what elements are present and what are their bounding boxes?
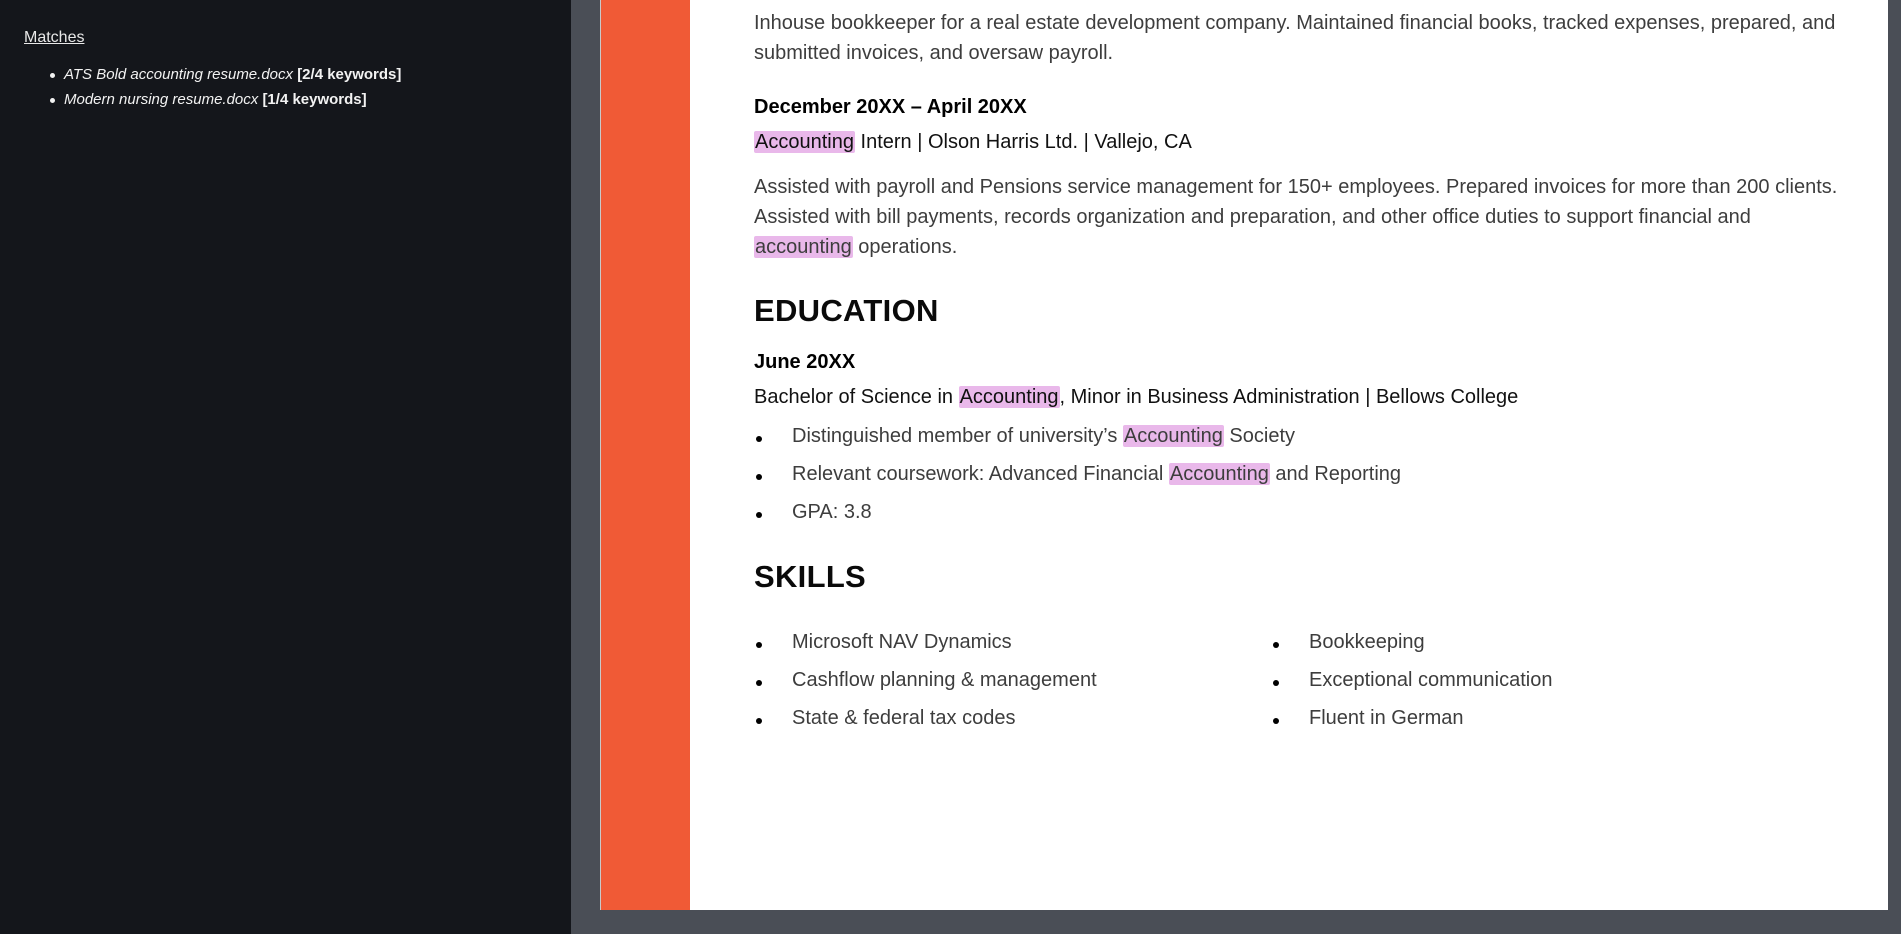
document-page	[600, 0, 1888, 910]
skills-heading: SKILLS	[754, 559, 867, 594]
skill-item: Fluent in German	[1271, 707, 1464, 730]
matches-sidebar	[0, 0, 571, 934]
job-description	[754, 172, 1844, 262]
match-list	[48, 62, 401, 112]
education-bullet	[754, 425, 1295, 448]
job-title-rest: Intern | Olson Harris Ltd. | Vallejo, CA	[854, 131, 1192, 153]
keyword-highlight: Accounting	[1123, 425, 1223, 447]
matches-title[interactable]: Matches	[24, 29, 85, 46]
education-degree	[754, 386, 1518, 409]
degree-text: , Minor in Business Administration | Bellows College	[1059, 386, 1519, 408]
accent-stripe	[601, 0, 690, 910]
skill-item: State & federal tax codes	[754, 707, 1015, 730]
education-bullet	[754, 501, 872, 524]
match-file-name[interactable]: Modern nursing resume.docx	[64, 91, 259, 108]
document-viewer[interactable]	[571, 0, 1901, 934]
education-bullet	[754, 463, 1401, 486]
bullet-text: GPA: 3.8	[792, 501, 872, 523]
bullet-text: Society	[1223, 425, 1296, 447]
job-title	[754, 131, 1192, 154]
bullet-text: Relevant coursework: Advanced Financial	[792, 463, 1169, 485]
keyword-highlight: Accounting	[959, 386, 1059, 408]
match-item[interactable]	[48, 62, 401, 87]
job-dates: December 20XX – April 20XX	[754, 96, 1027, 118]
job-desc-text: operations.	[852, 236, 958, 258]
match-item[interactable]	[48, 87, 401, 112]
match-keyword-count: [1/4 keywords]	[262, 91, 367, 108]
bullet-text: and Reporting	[1269, 463, 1402, 485]
skill-item: Microsoft NAV Dynamics	[754, 631, 1012, 654]
job-description: Inhouse bookkeeper for a real estate development company. Maintained financial books, tracked expenses, prepared, and submitted invoices, and oversaw payroll.	[754, 12, 1836, 64]
keyword-highlight: accounting	[755, 236, 852, 258]
education-heading: EDUCATION	[754, 293, 939, 328]
education-date: June 20XX	[754, 351, 856, 373]
match-keyword-count: [2/4 keywords]	[297, 66, 402, 83]
skill-item: Exceptional communication	[1271, 669, 1552, 692]
bullet-text: Distinguished member of university’s	[792, 425, 1123, 447]
skill-item: Cashflow planning & management	[754, 669, 1097, 692]
match-file-name[interactable]: ATS Bold accounting resume.docx	[64, 66, 294, 83]
skill-item: Bookkeeping	[1271, 631, 1425, 654]
keyword-highlight: Accounting	[1169, 463, 1269, 485]
job-desc-text: Assisted with payroll and Pensions service management for 150+ employees. Prepared invoices for more than 200 clients. Assisted with bill payments, records organization and preparation, and other office duties to support financial and	[754, 176, 1838, 228]
degree-text: Bachelor of Science in	[754, 386, 959, 408]
keyword-highlight: Accounting	[755, 131, 854, 153]
